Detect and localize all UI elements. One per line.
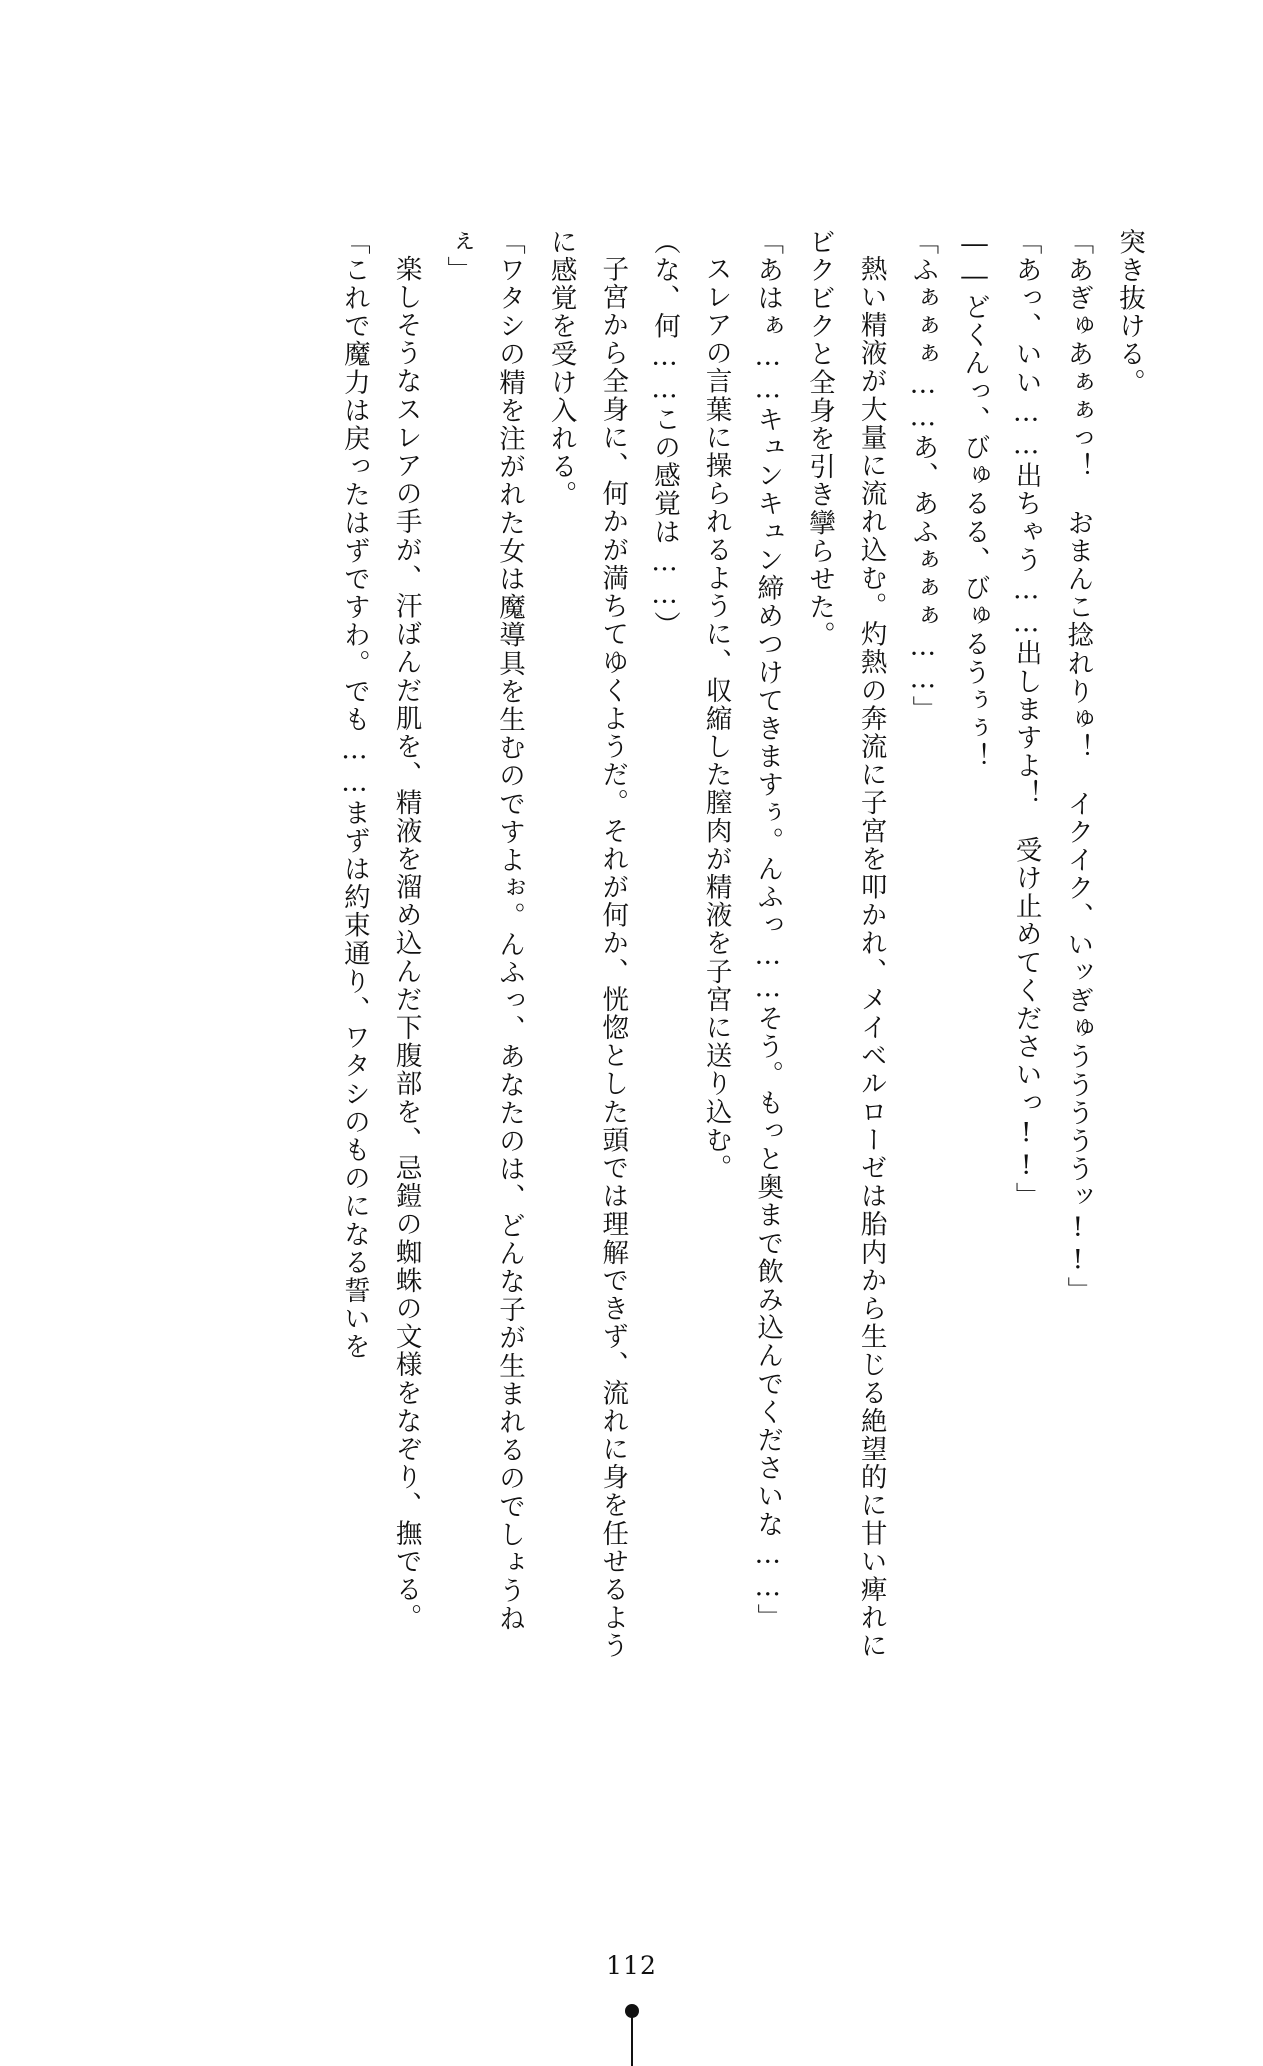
paragraph: スレアの言葉に操られるように、収縮した膣肉が精液を子宮に送り込む。: [700, 254, 732, 1182]
paragraph: 「あっ、いい……出ちゃう……出しますよ！ 受け止めてくださいっ!!」: [1010, 228, 1042, 1211]
paragraph: 「これで魔力は戻ったはずですわ。でも……まずは約束通り、ワタシのものになる誓いを: [338, 228, 370, 1361]
paragraph: 突き抜ける。: [1114, 228, 1145, 397]
paragraph: 「ふぁぁぁ……あ、あふぁぁぁ……」: [907, 228, 939, 724]
page-number: 112: [606, 1951, 657, 1980]
paragraph: ――どくんっ、びゅるる、びゅるうぅぅ！: [958, 228, 990, 771]
paragraph: （な、何……この感覚は……）: [648, 228, 680, 640]
paragraph: 「ワタシの精を注がれた女は魔導具を生むのですよぉ。んふっ、あなたのは、どんな子が生まれるのでしょうねぇ」: [442, 228, 525, 1633]
footer-ornament-icon: [625, 2004, 639, 2066]
paragraph: 熱い精液が大量に流れ込む。灼熱の奔流に子宮を叩かれ、メイベルローゼは胎内から生じる絶望的に甘い痺れにビクビクと全身を引き攣らせた。: [803, 228, 887, 1660]
paragraph: 「あぎゅあぁぁっ！ おまんこ捻れりゅ！ イクイク、いッぎゅうううううッ!!」: [1062, 228, 1094, 1305]
paragraph: 「あはぁ……キュンキュン締めつけてきますぅ。んふっ……そう。もっと奥まで飲み込んでくださいな……」: [752, 228, 784, 1632]
paragraph: 子宮から全身に、何かが満ちてゆくようだ。それが何か、恍惚とした頭では理解できず、流れに身を任せるように感覚を受け入れる。: [545, 228, 629, 1660]
body-text: [95, 228, 1155, 1668]
paragraph: 楽しそうなスレアの手が、汗ばんだ肌を、精液を溜め込んだ下腹部を、忌鎧の蜘蛛の文様をなぞり、撫でる。: [390, 254, 422, 1632]
